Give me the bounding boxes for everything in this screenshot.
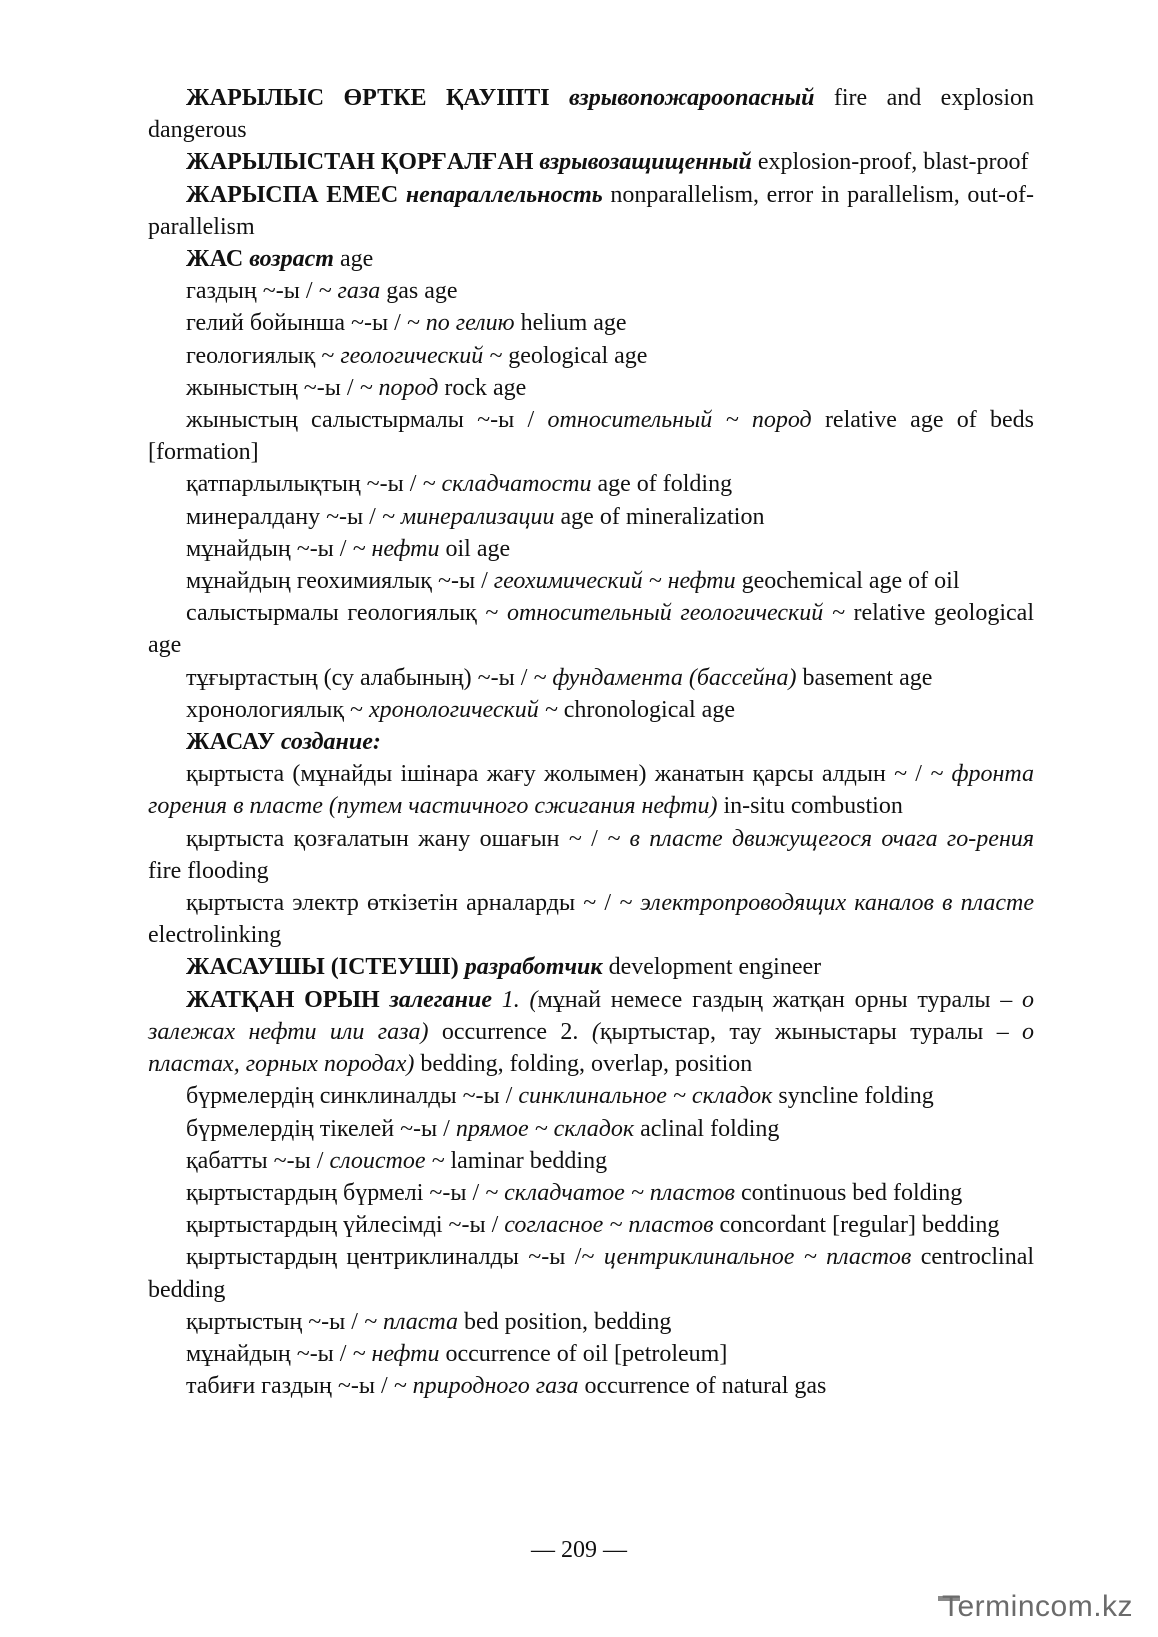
sub-term-kk: геологиялық ~ bbox=[186, 342, 335, 369]
sub-term-ru: прямое ~ складок bbox=[455, 1115, 635, 1142]
entry-term-ru: взрывозащищенный bbox=[539, 149, 752, 176]
entry bbox=[148, 82, 1034, 146]
note-open: ( bbox=[591, 1018, 600, 1045]
sub-entry bbox=[148, 1145, 1034, 1177]
sub-term-kk: қыртыста (мұнайды ішінара жағу жолымен) жанатын қарсы алдын ~ / bbox=[186, 761, 922, 788]
sub-entry bbox=[148, 1306, 1034, 1338]
sub-entry bbox=[148, 565, 1034, 597]
sub-term-ru: ~ пород bbox=[359, 374, 439, 401]
sub-term-ru: ~ фундамента (бассейна) bbox=[533, 664, 797, 691]
sub-term-kk: қатпарлылықтың ~-ы / bbox=[186, 471, 417, 498]
entry-term-en: development engineer bbox=[608, 954, 822, 981]
note-ru: – о залежах нефти или газа) bbox=[148, 986, 1035, 1045]
sub-entry bbox=[148, 1080, 1034, 1112]
sub-entry bbox=[148, 1338, 1034, 1370]
sub-term-kk: минералдану ~-ы / bbox=[186, 503, 376, 530]
watermark-logo bbox=[938, 1590, 1148, 1630]
sub-term-kk: газдың ~-ы / bbox=[186, 278, 313, 305]
page-number: — 209 — bbox=[531, 1537, 627, 1563]
sub-term-en: relative geological age bbox=[148, 600, 1034, 659]
entry-term-en: explosion-proof, blast-proof bbox=[757, 149, 1029, 176]
sub-entry bbox=[148, 468, 1034, 500]
entry-term-ru: разработчик bbox=[464, 954, 603, 981]
sub-term-en: basement age bbox=[802, 664, 933, 691]
sub-term-en: rock age bbox=[444, 374, 527, 401]
sub-term-kk: мұнайдың ~-ы / bbox=[186, 1340, 347, 1367]
note-kk: қыртыстар, тау жыныстары туралы bbox=[599, 1018, 984, 1045]
sub-entry bbox=[148, 1370, 1034, 1402]
sub-entry bbox=[148, 887, 1034, 951]
sub-term-en: fire flooding bbox=[148, 857, 269, 884]
sub-term-ru: ~ нефти bbox=[352, 1340, 440, 1367]
sub-entry bbox=[148, 1177, 1034, 1209]
sub-entry bbox=[148, 501, 1034, 533]
sub-term-kk: қыртыста электр өткізетін арналарды ~ / bbox=[186, 890, 612, 917]
sub-term-kk: жыныстың салыстырмалы ~-ы / bbox=[186, 407, 535, 434]
entry-term-kk: ЖАСАУШЫ (ІСТЕУШІ) bbox=[186, 954, 459, 981]
sub-term-ru: геологический ~ bbox=[340, 342, 503, 369]
sub-term-en: age of folding bbox=[597, 471, 733, 498]
entry bbox=[148, 179, 1034, 243]
sub-entry bbox=[148, 307, 1034, 339]
entry bbox=[148, 146, 1034, 178]
sub-term-en: in-situ combustion bbox=[723, 793, 903, 820]
sub-term-kk: мұнайдың геохимиялық ~-ы / bbox=[186, 568, 488, 595]
sense-en: bedding, folding, overlap, position bbox=[420, 1051, 753, 1078]
entry-term-kk: ЖАРЫЛЫСТАН ҚОРҒАЛҒАН bbox=[186, 149, 534, 176]
sub-entry bbox=[148, 275, 1034, 307]
sub-term-kk: қабатты ~-ы / bbox=[186, 1147, 324, 1174]
entry-term-ru: залегание bbox=[389, 986, 492, 1013]
note-kk: мұнай немесе газдың жатқан орны туралы bbox=[537, 986, 991, 1013]
watermark-text: Termincom.kz bbox=[942, 1590, 1134, 1623]
note-ru: – о пластах, горных породах) bbox=[148, 1018, 1035, 1078]
sub-term-kk: қыртыстың ~-ы / bbox=[186, 1308, 358, 1335]
sub-term-kk: табиғи газдың ~-ы / bbox=[186, 1373, 388, 1400]
sub-entry bbox=[148, 662, 1034, 694]
sub-entry bbox=[148, 372, 1034, 404]
sub-term-kk: бүрмелердің синклиналды ~-ы / bbox=[186, 1083, 513, 1110]
entry-term-ru: создание: bbox=[280, 729, 381, 756]
sub-term-kk: салыстырмалы геологиялық ~ bbox=[186, 600, 499, 627]
sub-term-ru: ~ складчатое ~ пластов bbox=[485, 1179, 735, 1206]
sub-term-en: gas age bbox=[386, 278, 458, 305]
sub-term-ru: центриклинальное ~ пластов bbox=[603, 1244, 912, 1271]
sub-term-en: bed position, bedding bbox=[464, 1308, 672, 1335]
entry-term-en: fire and explosion dangerous bbox=[148, 85, 1035, 144]
entry bbox=[148, 984, 1034, 1081]
sub-term-kk: қыртыстардың үйлесімді ~-ы / bbox=[186, 1212, 499, 1239]
sub-term-ru: ~ природного газа bbox=[393, 1373, 579, 1400]
sub-term-ru: ~ фронта горения в пласте (путем частичного сжигания нефти) bbox=[148, 761, 1035, 820]
sub-term-en: occurrence of natural gas bbox=[584, 1373, 827, 1400]
sub-term-en: centroclinal bedding bbox=[148, 1244, 1035, 1303]
sub-term-ru: ~ электропроводящих каналов в пласте bbox=[619, 890, 1035, 917]
sub-term-ru: геохимический ~ нефти bbox=[493, 568, 736, 595]
sub-term-kk: хронологиялық ~ bbox=[186, 696, 363, 723]
sub-term-en: helium age bbox=[520, 310, 627, 337]
sub-term-en: aclinal folding bbox=[640, 1115, 780, 1142]
entry-term-ru: возраст bbox=[249, 246, 334, 273]
sub-term-kk: қыртыста қозғалатын жану ошағын ~ / bbox=[186, 825, 598, 852]
sub-term-kk: жыныстың ~-ы / bbox=[186, 374, 354, 401]
sub-term-ru: ~ минерализации bbox=[381, 503, 555, 530]
sub-term-ru: ~ в пласте движущегося очага го-рения bbox=[607, 825, 1035, 852]
sub-term-en: chronological age bbox=[563, 696, 735, 723]
entry-term-kk: ЖАСАУ bbox=[186, 729, 275, 756]
sense-number: 1. bbox=[501, 986, 520, 1013]
entry-term-en: nonparallelism, error in parallelism, out-of-parallelism bbox=[148, 181, 1035, 240]
entry-term-en: age bbox=[339, 246, 374, 273]
entry bbox=[148, 243, 1034, 275]
sub-term-ru: хронологический ~ bbox=[368, 696, 558, 723]
sub-term-kk: қыртыстардың центриклиналды ~-ы /~ bbox=[186, 1244, 595, 1271]
entry-term-ru: непараллельность bbox=[405, 181, 603, 208]
sub-term-en: electrolinking bbox=[148, 922, 282, 949]
sub-term-ru: слоистое ~ bbox=[329, 1147, 445, 1174]
sub-term-en: laminar bedding bbox=[450, 1147, 608, 1174]
dictionary-page bbox=[148, 82, 1034, 1402]
sub-term-ru: согласное ~ пластов bbox=[504, 1212, 714, 1239]
sub-term-en: relative age of beds [formation] bbox=[148, 407, 1035, 466]
sub-entry bbox=[148, 1113, 1034, 1145]
entry-term-kk: ЖАРЫСПА ЕМЕС bbox=[186, 181, 399, 208]
sub-term-en: concordant [regular] bedding bbox=[719, 1212, 1000, 1239]
sub-entry bbox=[148, 694, 1034, 726]
entry-term-ru: взрывопожароопасный bbox=[569, 85, 815, 111]
sub-term-ru: ~ пласта bbox=[363, 1308, 458, 1335]
sub-term-ru: ~ газа bbox=[318, 278, 381, 305]
sub-term-ru: ~ по гелию bbox=[406, 310, 515, 337]
sub-entry bbox=[148, 1209, 1034, 1241]
sub-term-ru: относительный геологический ~ bbox=[506, 600, 845, 627]
sub-term-en: age of mineralization bbox=[560, 503, 765, 530]
sub-term-kk: қыртыстардың бүрмелі ~-ы / bbox=[186, 1179, 480, 1206]
entry-term-kk: ЖАС bbox=[186, 246, 244, 273]
sub-term-en: syncline folding bbox=[778, 1083, 934, 1110]
sub-entry bbox=[148, 758, 1034, 822]
sub-entry bbox=[148, 533, 1034, 565]
sub-entry bbox=[148, 340, 1034, 372]
sub-entry bbox=[148, 597, 1034, 661]
sub-term-en: occurrence of oil [petroleum] bbox=[445, 1340, 728, 1367]
sub-term-en: geological age bbox=[508, 342, 648, 369]
sub-term-en: geochemical age of oil bbox=[741, 568, 960, 595]
sub-entry bbox=[148, 823, 1034, 887]
sense-en: occurrence 2. bbox=[441, 1018, 579, 1045]
entry bbox=[148, 951, 1034, 983]
entry-term-kk: ЖАТҚАН ОРЫН bbox=[186, 986, 380, 1013]
sub-term-en: oil age bbox=[445, 535, 511, 562]
sub-term-ru: ~ нефти bbox=[352, 535, 440, 562]
sub-term-kk: тұғыртастың (су алабының) ~-ы / bbox=[186, 664, 528, 691]
sub-entry bbox=[148, 404, 1034, 468]
sub-term-ru: относительный ~ пород bbox=[547, 407, 812, 434]
sub-term-ru: синклинальное ~ складок bbox=[518, 1083, 773, 1110]
sub-term-en: continuous bed folding bbox=[740, 1179, 963, 1206]
sub-term-kk: гелий бойынша ~-ы / bbox=[186, 310, 401, 337]
entry-term-kk: ЖАРЫЛЫС ӨРТКЕ ҚАУІПТІ bbox=[186, 85, 550, 111]
sub-entry bbox=[148, 1241, 1034, 1305]
sub-term-kk: бүрмелердің тікелей ~-ы / bbox=[186, 1115, 450, 1142]
entry bbox=[148, 726, 1034, 758]
sub-term-ru: ~ складчатости bbox=[422, 471, 592, 498]
sub-term-kk: мұнайдың ~-ы / bbox=[186, 535, 347, 562]
note-open: ( bbox=[529, 986, 538, 1013]
